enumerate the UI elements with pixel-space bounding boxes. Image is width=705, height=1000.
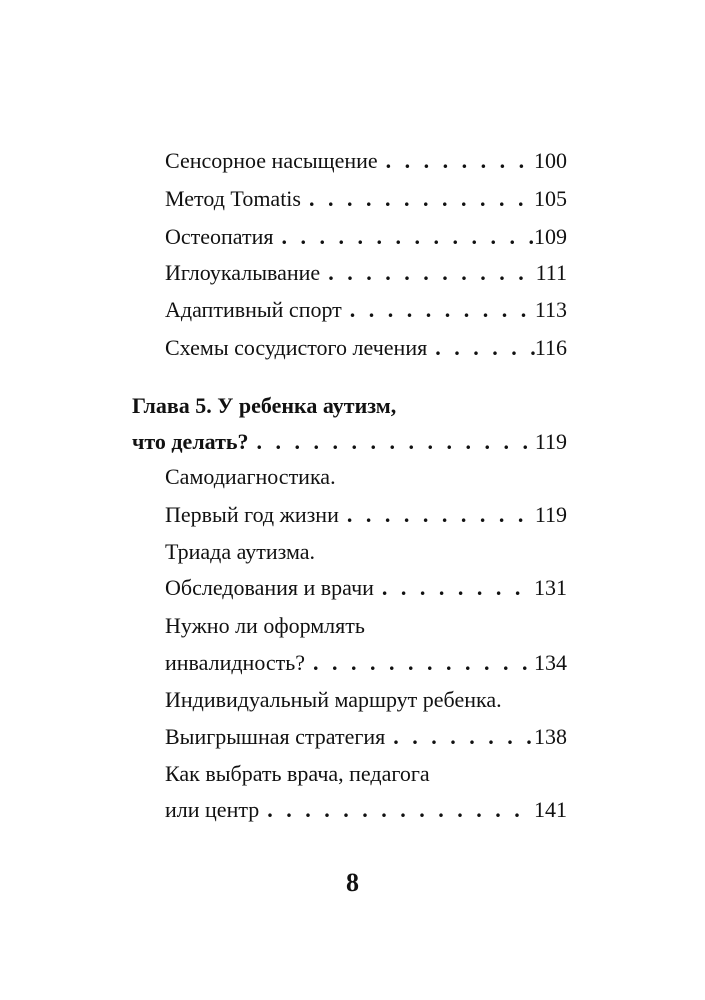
- dot-leader: [374, 569, 534, 607]
- toc-entry-line: [165, 607, 567, 645]
- chapter-page: 119: [534, 429, 567, 454]
- toc-entry-title: Выигрышная стратегия: [165, 724, 386, 749]
- toc-entry: [165, 569, 567, 607]
- toc-entry-title: Самодиагностика.: [165, 464, 336, 489]
- toc-entry-line: [165, 533, 567, 571]
- toc-entry: [165, 218, 567, 256]
- toc-entry-page: 100: [534, 148, 567, 173]
- toc-entry-line: [165, 458, 567, 496]
- chapter-heading-line2: [132, 423, 567, 461]
- toc-entry-title: Обследования и врачи: [165, 575, 374, 600]
- toc-entry-page: 134: [534, 650, 567, 675]
- dot-leader: [320, 254, 535, 292]
- toc-entry-page: 131: [534, 575, 567, 600]
- toc-entry-page: 111: [535, 260, 567, 285]
- chapter-title-line1: Глава 5. У ребенка аутизм,: [132, 393, 397, 418]
- toc-entry-title: Метод Tomatis: [165, 186, 301, 211]
- dot-leader: [301, 180, 534, 218]
- toc-entry-page: 138: [534, 724, 567, 749]
- toc-entry-page: 113: [534, 297, 567, 322]
- toc-entry: [165, 254, 567, 292]
- toc-entry-title: Иглоукалывание: [165, 260, 321, 285]
- dot-leader: [249, 423, 535, 461]
- dot-leader: [305, 644, 534, 682]
- toc-entry: [165, 329, 567, 367]
- dot-leader: [274, 218, 534, 256]
- toc-entry-title: Как выбрать врача, педагога: [165, 761, 430, 786]
- toc-entry-title: Триада аутизма.: [165, 539, 316, 564]
- toc-entry: [165, 791, 567, 829]
- chapter-title-line2: что делать?: [132, 429, 249, 454]
- toc-entry: [165, 180, 567, 218]
- toc-entry-title: Первый год жизни: [165, 502, 339, 527]
- toc-entry-line: [165, 681, 567, 719]
- dot-leader: [339, 496, 535, 534]
- chapter-heading: [132, 387, 567, 425]
- toc-entry-page: 116: [534, 335, 567, 360]
- toc-entry: [165, 718, 567, 756]
- toc-entry-page: 105: [534, 186, 567, 211]
- toc-entry-title: инвалидность?: [165, 650, 306, 675]
- toc-entry-title: или центр: [165, 797, 260, 822]
- toc-entry-title: Остеопатия: [165, 224, 274, 249]
- toc-entry-page: 141: [534, 797, 567, 822]
- dot-leader: [385, 718, 534, 756]
- toc-entry-title: Сенсорное насыщение: [165, 148, 378, 173]
- toc-entry: [165, 291, 567, 329]
- toc-entry: [165, 142, 567, 180]
- page-number: 8: [346, 868, 359, 897]
- toc-entry-line: [165, 755, 567, 793]
- toc-entry-title: Адаптивный спорт: [165, 297, 342, 322]
- toc-entry-page: 109: [534, 224, 567, 249]
- toc-entry: [165, 644, 567, 682]
- dot-leader: [427, 329, 535, 367]
- toc-entry-title: Индивидуальный маршрут ребенка.: [165, 687, 502, 712]
- toc-entry-title: Схемы сосудистого лечения: [165, 335, 428, 360]
- dot-leader: [259, 791, 534, 829]
- toc-entry-page: 119: [534, 502, 567, 527]
- toc-entry-title: Нужно ли оформлять: [165, 613, 365, 638]
- dot-leader: [378, 142, 534, 180]
- dot-leader: [342, 291, 535, 329]
- toc-entry: [165, 496, 567, 534]
